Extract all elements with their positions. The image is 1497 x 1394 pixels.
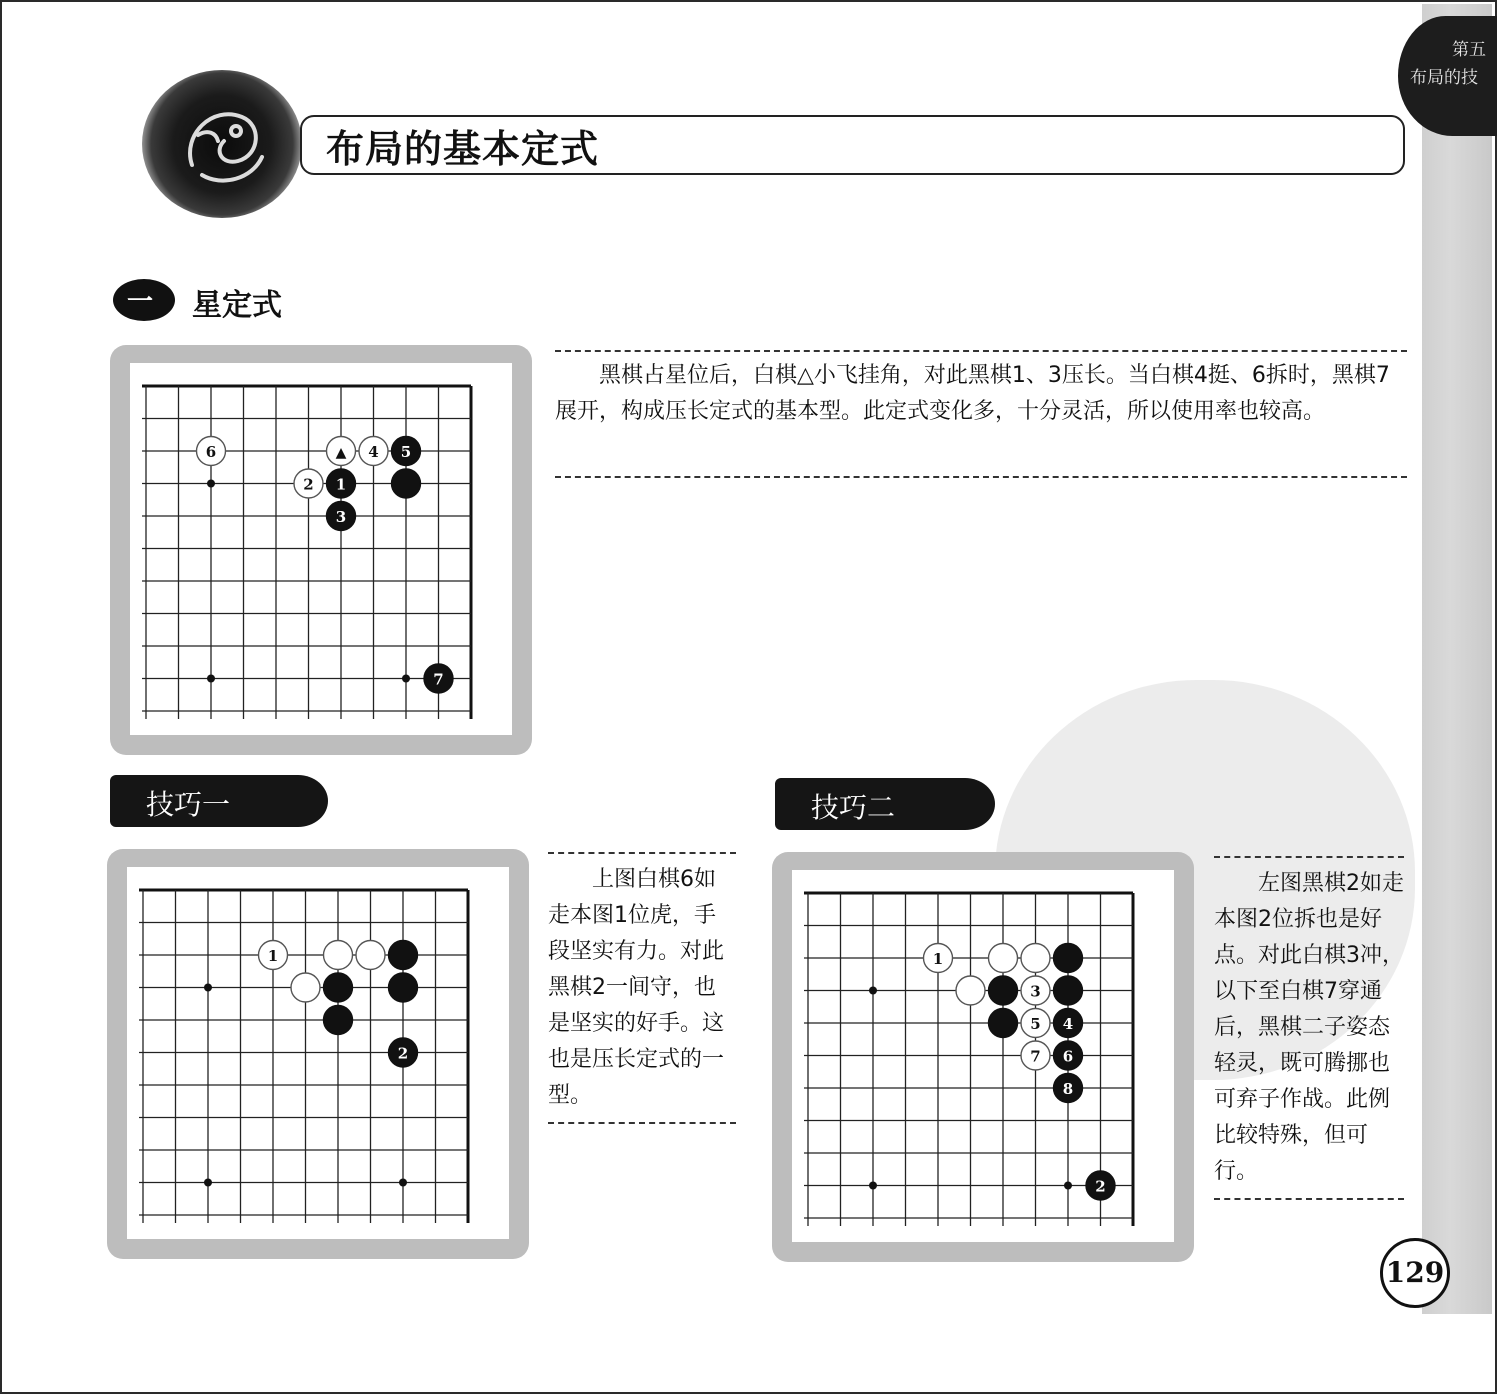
- board-skill1-stone-white: [291, 973, 320, 1002]
- board-skill1-stone-black: [324, 973, 353, 1002]
- board-skill2-stone-white: [1021, 944, 1050, 973]
- board-skill2-stone-label: 6: [1062, 1047, 1074, 1066]
- skill2-tab: [775, 778, 995, 830]
- board-skill2-star-point: [1064, 1182, 1072, 1190]
- board-main-star-point: [207, 480, 215, 488]
- board-skill2-stone-black: [1054, 976, 1083, 1005]
- board-skill1-stone-black: [324, 1006, 353, 1035]
- skill1-description-text: 上图白棋6如走本图1位虎，手段坚实有力。对此黑棋2一间守，也是坚实的好手。这也是压长定式的一型。: [548, 867, 725, 1108]
- board-skill1-stone-black: [389, 973, 418, 1002]
- board-skill2-stone-white: [956, 976, 985, 1005]
- board-skill1-star-point: [399, 1179, 407, 1187]
- board-skill2-stone-label: 3: [1030, 982, 1041, 1001]
- board-skill1-stone-label: 2: [397, 1044, 409, 1063]
- board-main-stone-label: ▲: [335, 445, 347, 461]
- board-main-stone-label: 1: [335, 475, 347, 494]
- skill1-label: 技巧一: [146, 788, 231, 821]
- board-skill2-stone-label: 4: [1062, 1015, 1074, 1033]
- dragon-emblem-icon: [142, 70, 302, 218]
- board-skill2-stone-label: 8: [1062, 1080, 1074, 1098]
- diagram-skill1-panel: [107, 849, 529, 1259]
- diagram-main-panel: [110, 345, 532, 755]
- diagram-skill2-panel: [772, 852, 1194, 1262]
- board-main-stone-label: 4: [368, 443, 379, 461]
- board-skill1-star-point: [204, 1179, 212, 1187]
- board-main-stone-label: 2: [303, 475, 314, 494]
- board-main-star-point: [207, 675, 215, 683]
- board-main-stone-label: 3: [335, 508, 347, 526]
- chapter-line-1: 第五: [1452, 40, 1486, 60]
- go-board-skill2: [772, 852, 1194, 1262]
- board-main-star-point: [402, 675, 410, 683]
- section-number: 一: [127, 287, 154, 317]
- board-skill1-star-point: [204, 984, 212, 992]
- board-skill2-stone-black: [1054, 944, 1083, 973]
- page-title: 布局的基本定式: [326, 126, 600, 171]
- board-skill2-star-point: [869, 987, 877, 995]
- board-main-stone-black: [392, 469, 421, 498]
- side-band: [1422, 4, 1492, 1314]
- board-skill1-stone-black: [389, 941, 418, 970]
- board-main-stone-label: 7: [433, 670, 444, 689]
- skill2-description-text: 左图黑棋2如走本图2位拆也是好点。对此白棋3冲，以下至白棋7穿通后，黑棋二子姿态轻灵，既可腾挪也可弃子作战。此例比较特殊，但可行。: [1214, 871, 1404, 1184]
- board-skill2-stone-label: 7: [1030, 1047, 1041, 1066]
- chapter-label: [1410, 36, 1486, 92]
- chapter-line-2: 布局的技: [1410, 68, 1478, 88]
- main-description: [555, 350, 1407, 478]
- section-title: 星定式: [192, 288, 282, 323]
- board-skill2-stone-black: [989, 976, 1018, 1005]
- board-skill2-stone-black: [989, 1009, 1018, 1038]
- skill2-description: [1214, 856, 1404, 1200]
- page-number: 129: [1380, 1238, 1450, 1308]
- go-board-skill1: [107, 849, 529, 1259]
- board-skill1-stone-white: [356, 941, 385, 970]
- section-number-badge: [113, 279, 175, 321]
- board-skill2-star-point: [869, 1182, 877, 1190]
- board-skill2-stone-label: 5: [1030, 1015, 1041, 1033]
- board-skill1-stone-white: [324, 941, 353, 970]
- board-skill1-stone-label: 1: [267, 947, 279, 965]
- main-description-text: 黑棋占星位后，白棋△小飞挂角，对此黑棋1、3压长。当白棋4挺、6拆时，黑棋7展开，构成压长定式的基本型。此定式变化多，十分灵活，所以使用率也较高。: [555, 363, 1390, 424]
- go-board-main: [110, 345, 532, 755]
- skill1-tab: [110, 775, 328, 827]
- board-main-stone-label: 6: [205, 443, 217, 461]
- board-skill2-stone-label: 1: [932, 950, 944, 968]
- board-skill2-stone-white: [989, 944, 1018, 973]
- board-skill2-stone-label: 2: [1095, 1177, 1106, 1196]
- board-main-stone-label: 5: [400, 443, 412, 461]
- skill2-label: 技巧二: [811, 791, 896, 824]
- skill1-description: [548, 852, 736, 1124]
